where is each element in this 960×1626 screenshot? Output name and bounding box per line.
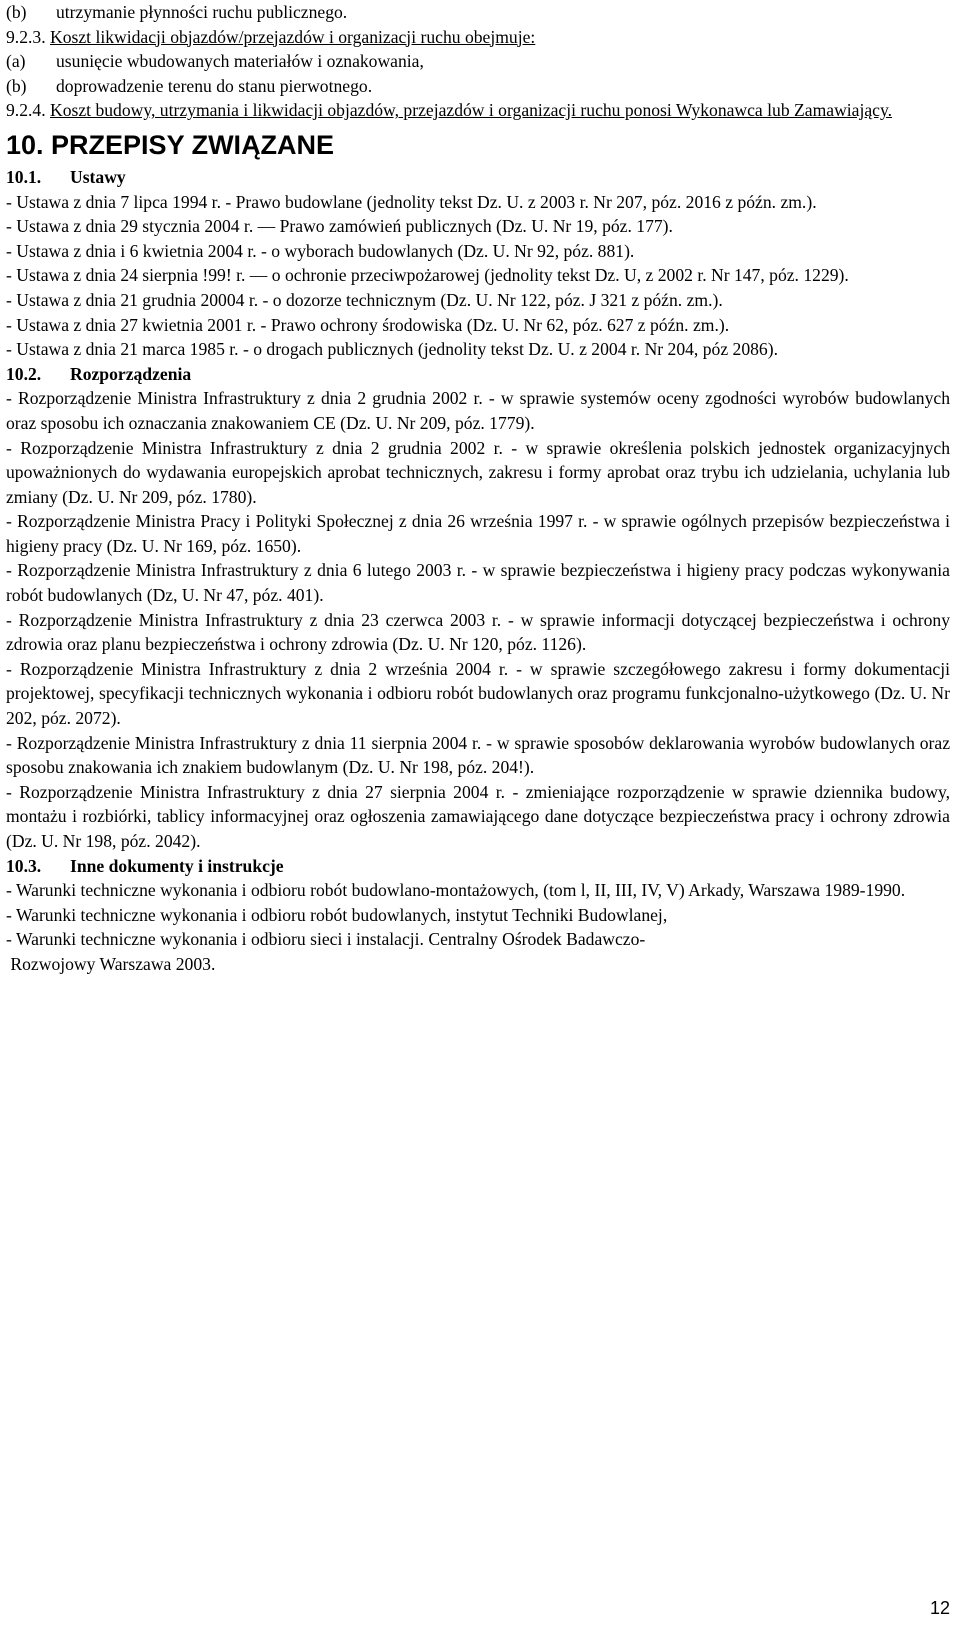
section-heading: 10. PRZEPISY ZWIĄZANE: [6, 129, 335, 160]
list-item-b: [6, 0, 950, 25]
list-item: - Ustawa z dnia 27 kwietnia 2001 r. - Prawo ochrony środowiska (Dz. U. Nr 62, póz. 627 z późn. zm.).: [6, 314, 730, 335]
subsection-title: Rozporządzenia: [70, 363, 192, 384]
item-text: usunięcie wbudowanych materiałów i oznakowania,: [56, 51, 424, 72]
list-item: - Warunki techniczne wykonania i odbioru sieci i instalacji. Centralny Ośrodek Badawczo-: [6, 929, 646, 950]
inne-list: [6, 878, 950, 976]
list-item-a: [6, 49, 950, 74]
subsection-heading-10-2: [6, 362, 950, 387]
ustawy-list: [6, 190, 950, 362]
list-item: - Rozporządzenie Ministra Infrastruktury z dnia 2 grudnia 2002 r. - w sprawie określenia polskich jednostek organizacyjnych upoważnionych do wydawania europejskich aprobat technicznych, zakresu i formy aprobat oraz trybu ich udzielania, uchylania lub zmiany (Dz. U. Nr 209, póz. 1780).: [6, 437, 950, 507]
item-text: utrzymanie płynności ruchu publicznego.: [56, 2, 348, 22]
list-item: - Rozporządzenie Ministra Infrastruktury z dnia 23 czerwca 2003 r. - w sprawie informacji dotyczącej bezpieczeństwa i ochrony zdrowia oraz planu bezpieczeństwa i ochrony zdrowia (Dz. U. Nr 120, póz. 1126).: [6, 609, 950, 655]
subsection-number: 10.3.: [6, 855, 42, 876]
list-item: - Warunki techniczne wykonania i odbioru robót budowlano-montażowych, (tom l, II, III, IV, V) Arkady, Warszawa 1989-1990.: [6, 880, 906, 901]
rozporzadzenia-list: [6, 386, 950, 853]
list-item: - Ustawa z dnia 29 stycznia 2004 r. — Prawo zamówień publicznych (Dz. U. Nr 19, póz. 177).: [6, 216, 673, 237]
subsection-text: Koszt budowy, utrzymania i likwidacji objazdów, przejazdów i organizacji ruchu ponosi Wykonawca lub Zamawiający.: [50, 100, 893, 121]
page-number: 12: [929, 1598, 950, 1618]
document-page: [6, 0, 950, 977]
list-item-b-2: [6, 74, 950, 99]
item-text: doprowadzenie terenu do stanu pierwotnego.: [56, 75, 373, 96]
list-item: - Ustawa z dnia i 6 kwietnia 2004 r. - o wyborach budowlanych (Dz. U. Nr 92, póz. 881).: [6, 240, 635, 261]
list-item: - Rozporządzenie Ministra Infrastruktury z dnia 2 grudnia 2002 r. - w sprawie systemów oceny zgodności wyrobów budowlanych oraz sposobu ich oznaczania znakowaniem CE (Dz. U. Nr 209, póz. 1779).: [6, 388, 950, 433]
subsection-heading-10-3: [6, 854, 950, 879]
subsection-heading-10-1: [6, 165, 950, 190]
subsection-number: 9.2.4.: [6, 100, 46, 121]
list-item: - Rozporządzenie Ministra Pracy i Polityki Społecznej z dnia 26 września 1997 r. - w sprawie ogólnych przepisów bezpieczeństwa i higieny pracy (Dz. U. Nr 169, póz. 1650).: [6, 511, 950, 556]
item-label: (a): [6, 51, 26, 72]
list-item: - Rozporządzenie Ministra Infrastruktury z dnia 6 lutego 2003 r. - w sprawie bezpieczeństwa i higieny pracy podczas wykonywania robót budowlanych (Dz, U. Nr 47, póz. 401).: [6, 560, 950, 606]
list-item: - Rozporządzenie Ministra Infrastruktury z dnia 27 sierpnia 2004 r. - zmieniające rozporządzenie w sprawie dziennika budowy, montażu i rozbiórki, tablicy informacyjnej oraz ogłoszenia zamawiającego dane dotyczące bezpieczeństwa pracy i ochrony zdrowia (Dz. U. Nr 198, póz. 2042).: [6, 781, 950, 851]
list-item: - Ustawa z dnia 21 marca 1985 r. - o drogach publicznych (jednolity tekst Dz. U. z 2004 r. Nr 204, póz 2086).: [6, 339, 778, 360]
item-label: (b): [6, 2, 27, 22]
subsection-number: 9.2.3.: [6, 26, 46, 47]
item-label: (b): [6, 75, 27, 96]
list-item: - Ustawa z dnia 7 lipca 1994 r. - Prawo budowlane (jednolity tekst Dz. U. z 2003 r. Nr 207, póz. 2016 z późn. zm.).: [6, 191, 817, 212]
subsection-title: Koszt likwidacji objazdów/przejazdów i organizacji ruchu obejmuje:: [50, 26, 536, 47]
list-item: - Rozporządzenie Ministra Infrastruktury z dnia 2 września 2004 r. - w sprawie szczegółowego zakresu i formy dokumentacji projektowej, specyfikacji technicznych wykonania i odbioru robót budowlanych oraz programu funkcjonalno-użytkowego (Dz. U. Nr 202, póz. 2072).: [6, 658, 950, 729]
subsection-number: 10.2.: [6, 363, 42, 384]
subsection-9-2-3: [6, 25, 950, 50]
list-item: - Ustawa z dnia 24 sierpnia !99! r. — o ochronie przeciwpożarowej (jednolity tekst Dz. U, z 2002 r. Nr 147, póz. 1229).: [6, 265, 849, 286]
subsection-9-2-4: [6, 98, 950, 123]
list-item: Rozwojowy Warszawa 2003.: [6, 953, 216, 974]
subsection-title: Inne dokumenty i instrukcje: [70, 855, 284, 876]
list-item: - Rozporządzenie Ministra Infrastruktury z dnia 11 sierpnia 2004 r. - w sprawie sposobów deklarowania wyrobów budowlanych oraz sposobu znakowania ich znakiem budowlanym (Dz. U. Nr 198, póz. 204!).: [6, 732, 950, 778]
subsection-number: 10.1.: [6, 166, 42, 187]
list-item: - Warunki techniczne wykonania i odbioru robót budowlanych, instytut Techniki Budowlanej,: [6, 904, 668, 925]
list-item: - Ustawa z dnia 21 grudnia 20004 r. - o dozorze technicznym (Dz. U. Nr 122, póz. J 321 z późn. zm.).: [6, 289, 723, 310]
subsection-title: Ustawy: [70, 166, 126, 187]
